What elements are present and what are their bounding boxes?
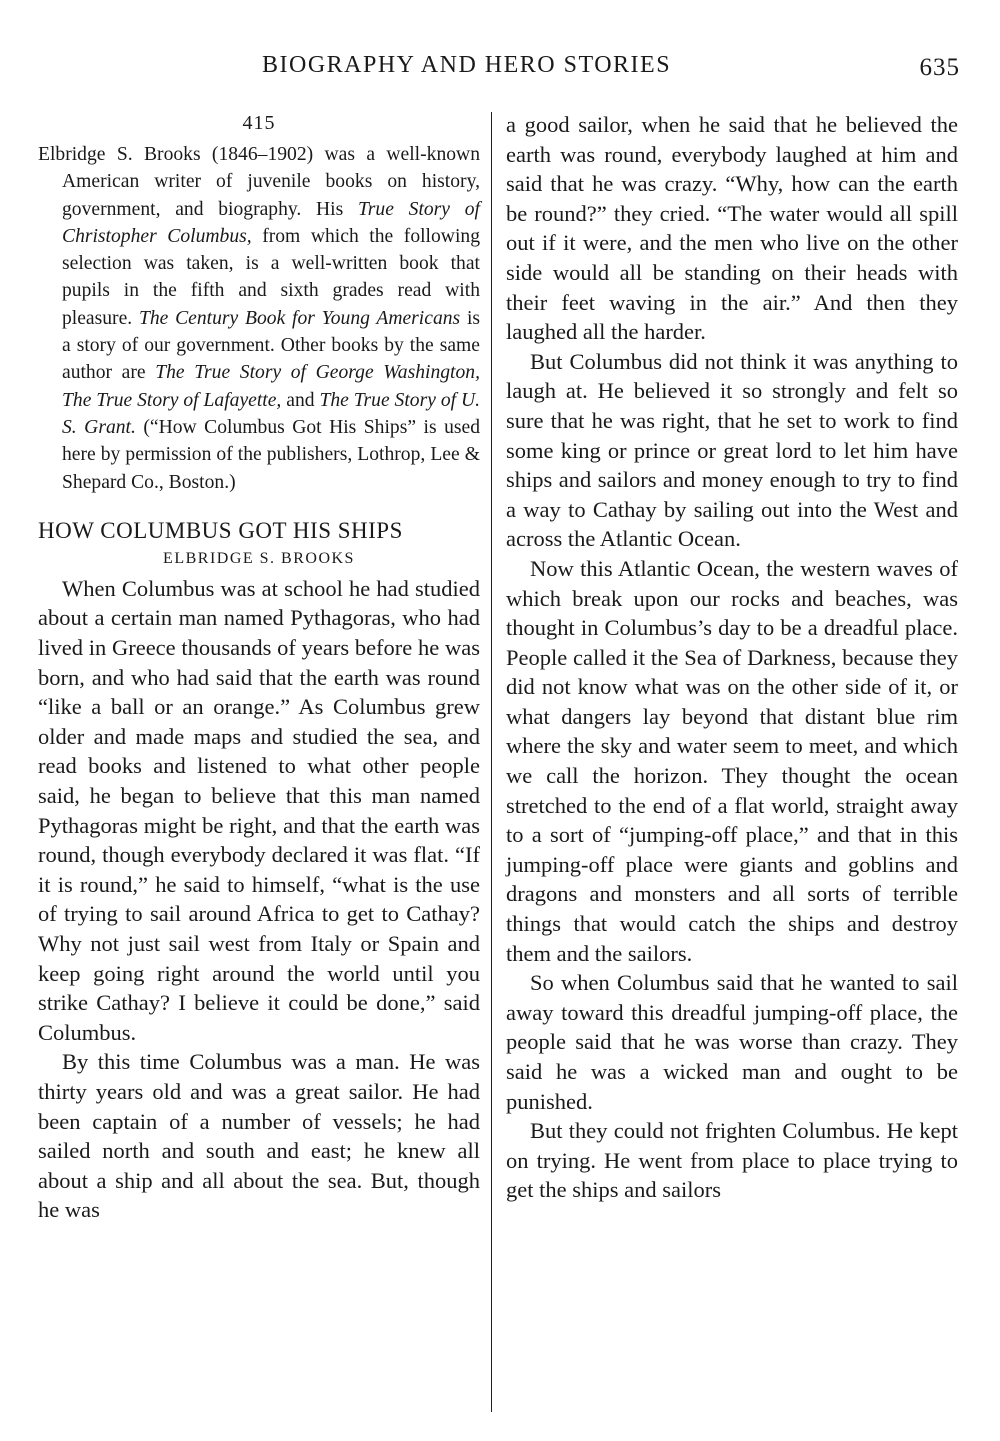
note-title-1: True Story of Christopher Columbus, [62, 198, 480, 247]
note-text-1: Elbridge S. Brooks (1846–1902) was a well-known American writer of juvenile books on history, government, and biography. His [38, 144, 480, 220]
paragraph: But they could not frighten Columbus. He kept on trying. He went from place to place trying to get the ships and sailors [506, 1118, 958, 1203]
note-text-5: (“How Columbus Got His Ships” is used here by permission of the publishers, Lothrop, Lee & Shepard Co., Boston.) [62, 416, 480, 493]
paragraph-continuation: a good sailor, when he said that he believed the earth was round, everybody laughed at him and said that he was crazy. “Why, how can the earth be round?” they cried. “The water would all spill out if it were, and the men who live on the other side would all be standing on their heads with their feet waving in the air.” And then they laughed all the harder. [506, 112, 958, 345]
note-text-2: from which the following selection was taken, is a well-written book that pupils in the fifth and sixth grades read with pleasure. [62, 225, 480, 329]
paragraph: So when Columbus said that he wanted to sail away toward this dreadful jumping-off place, the people said that he was worse than crazy. They said he was a wicked man and ought to be punished. [506, 970, 958, 1114]
left-column [38, 110, 480, 1225]
paragraph: But Columbus did not think it was anything to laugh at. He believed it so strongly and felt so sure that he was right, that he set to work to find some king or prince or great lord to let him have ships and sailors and money enough to try to find a way to Cathay by sailing out into the West and across the Atlantic Ocean. [506, 348, 958, 552]
note-text-3: is a story of our government. Other books by the same author are [62, 307, 481, 384]
right-column [506, 110, 958, 1205]
note-title-3: The True Story of George Washington, The True Story of Lafayette, [62, 362, 480, 411]
running-head: BIOGRAPHY AND HERO STORIES [262, 52, 672, 78]
note-title-4: The True Story of U. S. Grant. [62, 389, 481, 438]
paragraph: When Columbus was at school he had studied about a certain man named Pythagoras, who had lived in Greece thousands of years before he was born, and who had said that the earth was round “like a ball or an orange.” As Columbus grew older and made maps and studied the sea, and read books and listened to what other people said, he began to believe that this man named Pythagoras might be right, and that the earth was round, though everybody declared it was flat. “If it is round,” he said to himself, “what is the use of trying to sail around Africa to get to Cathay? Why not just sail west from Italy or Spain and keep going right around the world until you strike Cathay? I believe it could be done,” said Columbus. [38, 575, 480, 1045]
page-number: 635 [919, 54, 960, 81]
page-header [0, 52, 1000, 92]
note-text-4: and [281, 389, 320, 411]
column-divider [491, 112, 492, 1412]
note-number: 415 [242, 112, 276, 134]
paragraph: Now this Atlantic Ocean, the western waves of which break upon our rocks and beaches, was thought in Columbus’s day to be a dreadful place. People called it the Sea of Darkness, because they did not know what was on the other side of it, or what dangers lay beyond that distant blue rim where the sky and water seem to meet, and which we call the horizon. They thought the ocean stretched to the end of a flat world, straight away to a sort of “jumping-off place,” and that in this jumping-off place were giants and goblins and dragons and monsters and all sorts of terrible things that would catch the ships and destroy them and the sailors. [506, 555, 958, 966]
story-author: ELBRIDGE S. BROOKS [163, 549, 355, 567]
author-note [38, 141, 480, 496]
story-title: HOW COLUMBUS GOT HIS SHIPS [38, 517, 403, 543]
note-title-2: The Century Book for Young Americans [138, 307, 461, 329]
paragraph: By this time Columbus was a man. He was thirty years old and was a great sailor. He had been captain of a number of vessels; he had sailed north and south and east; he knew all about a ship and all about the sea. But, though he was [38, 1049, 480, 1223]
